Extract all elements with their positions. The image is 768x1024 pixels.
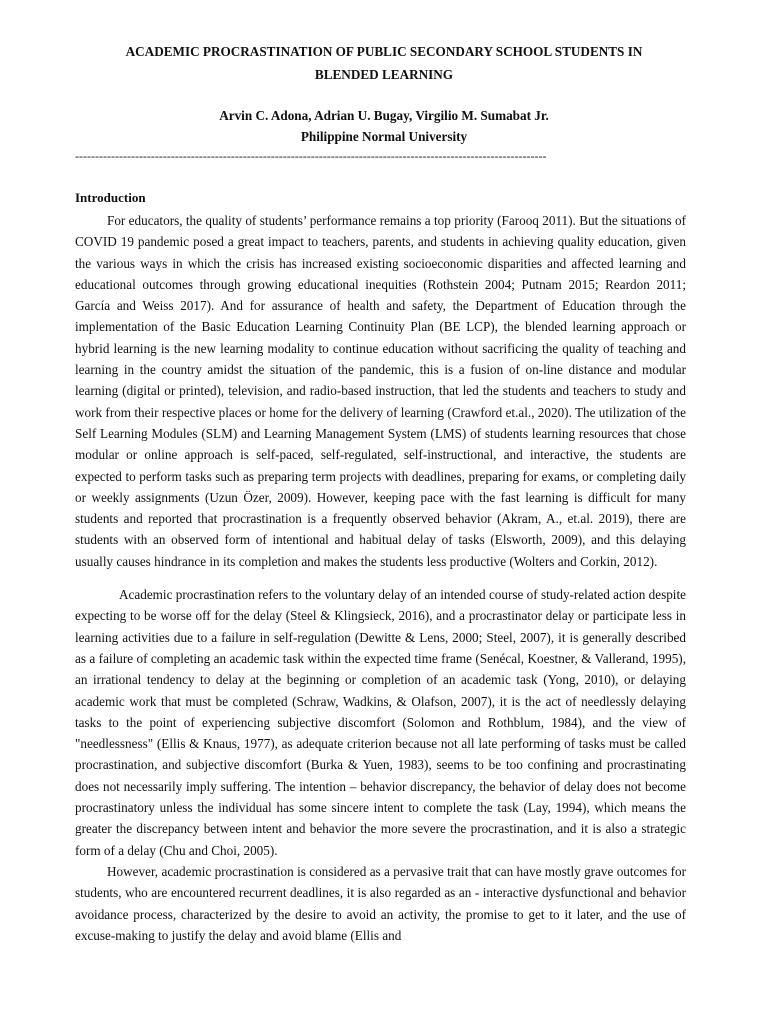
author-affiliation: Philippine Normal University bbox=[300, 129, 468, 144]
paragraph-2: Academic procrastination refers to the voluntary delay of an intended course of study-related action despite expecting to be worse off for the delay (Steel & Klingsieck, 2016), and a procrastinator delay or participate less in learning activities due to a failure in self-regulation (Dewitte & Lens, 2000; Steel, 2007), it is generally described as a failure of completing an academic task within the expected time frame (Senécal, Koestner, & Vallerand, 1995), an irrational tendency to delay at the beginning or completion of an academic task (Yong, 2010), or delaying academic work that must be completed (Schraw, Wadkins, & Olafson, 2007), it is the act of needlessly delaying tasks to the point of experiencing subjective discomfort (Solomon and Rothblum, 1984), and the view of "needlessness" (Ellis & Knaus, 1977), as adequate criterion because not all late performing of tasks must be called procrastination, and subjective discomfort (Burka & Yuen, 1983), seems to be too confining and procrastinating does not necessarily imply suffering. The intention – behavior discrepancy, the behavior of delay does not become procrastinatory unless the individual has some sincere intent to complete the task (Lay, 1994), which means the greater the discrepancy between intent and behavior the more severe the procrastination, and it is also a strategic form of a delay (Chu and Choi, 2005). bbox=[75, 587, 686, 858]
paper-title bbox=[60, 40, 708, 86]
paragraph-1: For educators, the quality of students’ performance remains a top priority (Farooq 2011). But the situations of COVID 19 pandemic posed a great impact to teachers, parents, and students in achieving quality education, given the various ways in which the crisis has increased existing socioeconomic disparities and affected learning and educational outcomes through growing educational inequities (Rothstein 2004; Putnam 2015; Reardon 2011; García and Weiss 2017). And for assurance of health and safety, the Department of Education through the implementation of the Basic Education Learning Continuity Plan (BE LCP), the blended learning approach or hybrid learning is the new learning modality to continue education without sacrificing the quality of teaching and learning in the country amidst the situation of the pandemic, this is a fusion of on-line distance and modular learning (digital or printed), television, and radio-based instruction, that led the students and teachers to study and work from their respective places or home for the delivery of learning (Crawford et.al., 2020). The utilization of the Self Learning Modules (SLM) and Learning Management System (LMS) of students learning resources that chose modular or online approach is self-paced, self-regulated, self-instructional, and interactive, the students are expected to perform tasks such as preparing term projects with deadlines, preparing for exams, or completing daily or weekly assignments (Uzun Özer, 2009). However, keeping pace with the fast learning is difficult for many students and reported that procrastination is a frequently observed behavior (Akram, A., et.al. 2019), there are students with an observed form of intentional and habitual delay of tasks (Elsworth, 2009), and this delaying usually causes hindrance in its completion and makes the students less productive (Wolters and Corkin, 2012). bbox=[75, 213, 686, 569]
paper-title-line-1: ACADEMIC PROCRASTINATION OF PUBLIC SECONDARY SCHOOL STUDENTS IN bbox=[125, 44, 643, 59]
author-names: Arvin C. Adona, Adrian U. Bugay, Virgilio M. Sumabat Jr. bbox=[219, 108, 549, 123]
paragraph-3: However, academic procrastination is considered as a pervasive trait that can have mostly grave outcomes for students, who are encountered recurrent deadlines, it is also regarded as an - interactive dysfunctional and behavior avoidance process, characterized by the desire to avoid an activity, the promise to get to it later, and the use of excuse-making to justify the delay and avoid blame (Ellis and bbox=[75, 863, 686, 943]
body-text bbox=[75, 210, 686, 946]
author-block bbox=[60, 105, 708, 147]
section-heading: Introduction bbox=[75, 190, 146, 205]
paper-title-line-2: BLENDED LEARNING bbox=[314, 67, 454, 82]
dashed-divider: ---------------------------------------------------------------------------------------------------------------------- bbox=[75, 149, 547, 163]
